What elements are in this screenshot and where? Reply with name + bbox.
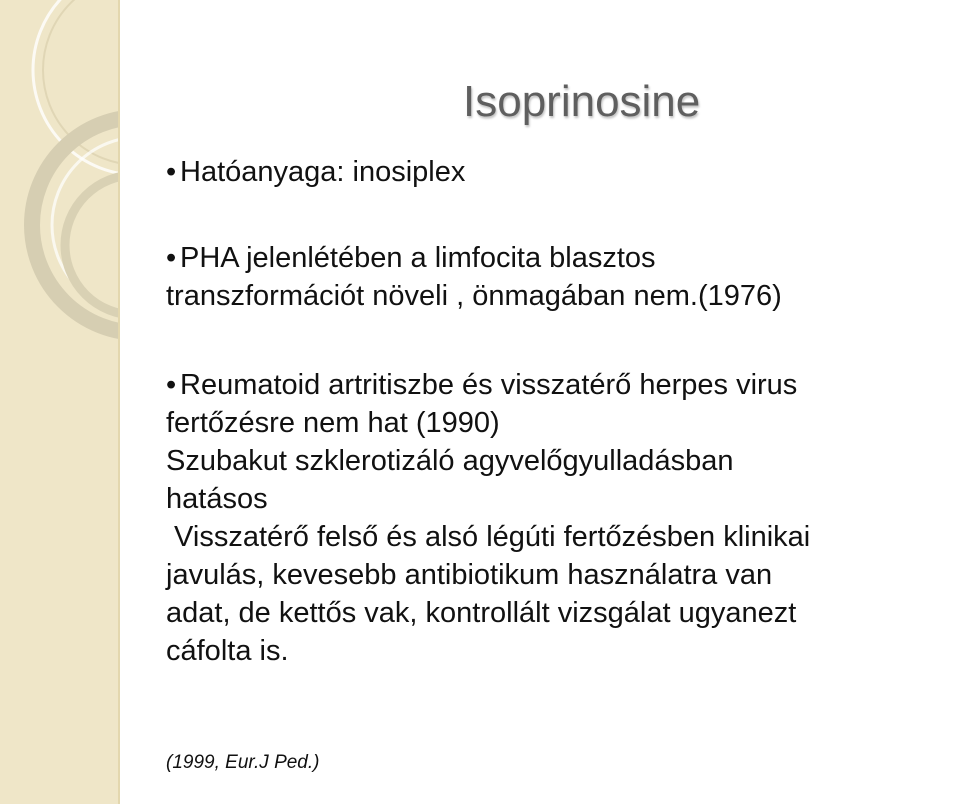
bullet-line: fertőzésre nem hat (1990) bbox=[166, 407, 500, 439]
bullet-line: Hatóanyaga: inosiplex bbox=[180, 156, 466, 188]
bullet-line: PHA jelenlétében a limfocita blasztos bbox=[180, 242, 656, 274]
reference-citation: (1999, Eur.J Ped.) bbox=[166, 752, 320, 773]
bullet-line: Szubakut szklerotizáló agyvelőgyulladásban bbox=[166, 445, 734, 477]
bullet-marker: • bbox=[166, 369, 177, 401]
bullet-marker: • bbox=[166, 242, 177, 274]
bullet-item-active-ingredient bbox=[166, 153, 956, 191]
bullet-line: cáfolta is. bbox=[166, 635, 289, 667]
bullet-marker: • bbox=[166, 156, 177, 188]
bullet-line: javulás, kevesebb antibiotikum használatra van bbox=[166, 559, 773, 591]
bullet-line: adat, de kettős vak, kontrollált vizsgálat ugyanezt bbox=[166, 597, 797, 629]
decorative-rings-graphic bbox=[0, 0, 120, 804]
bullet-line: transzformációt növeli , önmagában nem.(1976) bbox=[166, 280, 782, 312]
bullet-line: Visszatérő felső és alsó légúti fertőzésben klinikai bbox=[166, 521, 811, 553]
decorative-side-band bbox=[0, 0, 120, 804]
bullet-line: hatásos bbox=[166, 483, 268, 515]
bullet-item-pha-effect bbox=[166, 239, 956, 315]
bullet-line: Reumatoid artritiszbe és visszatérő herpes virus bbox=[180, 369, 798, 401]
slide-title: Isoprinosine bbox=[463, 77, 701, 126]
side-band-edge bbox=[118, 0, 120, 804]
bullet-item-clinical-findings bbox=[166, 366, 956, 670]
